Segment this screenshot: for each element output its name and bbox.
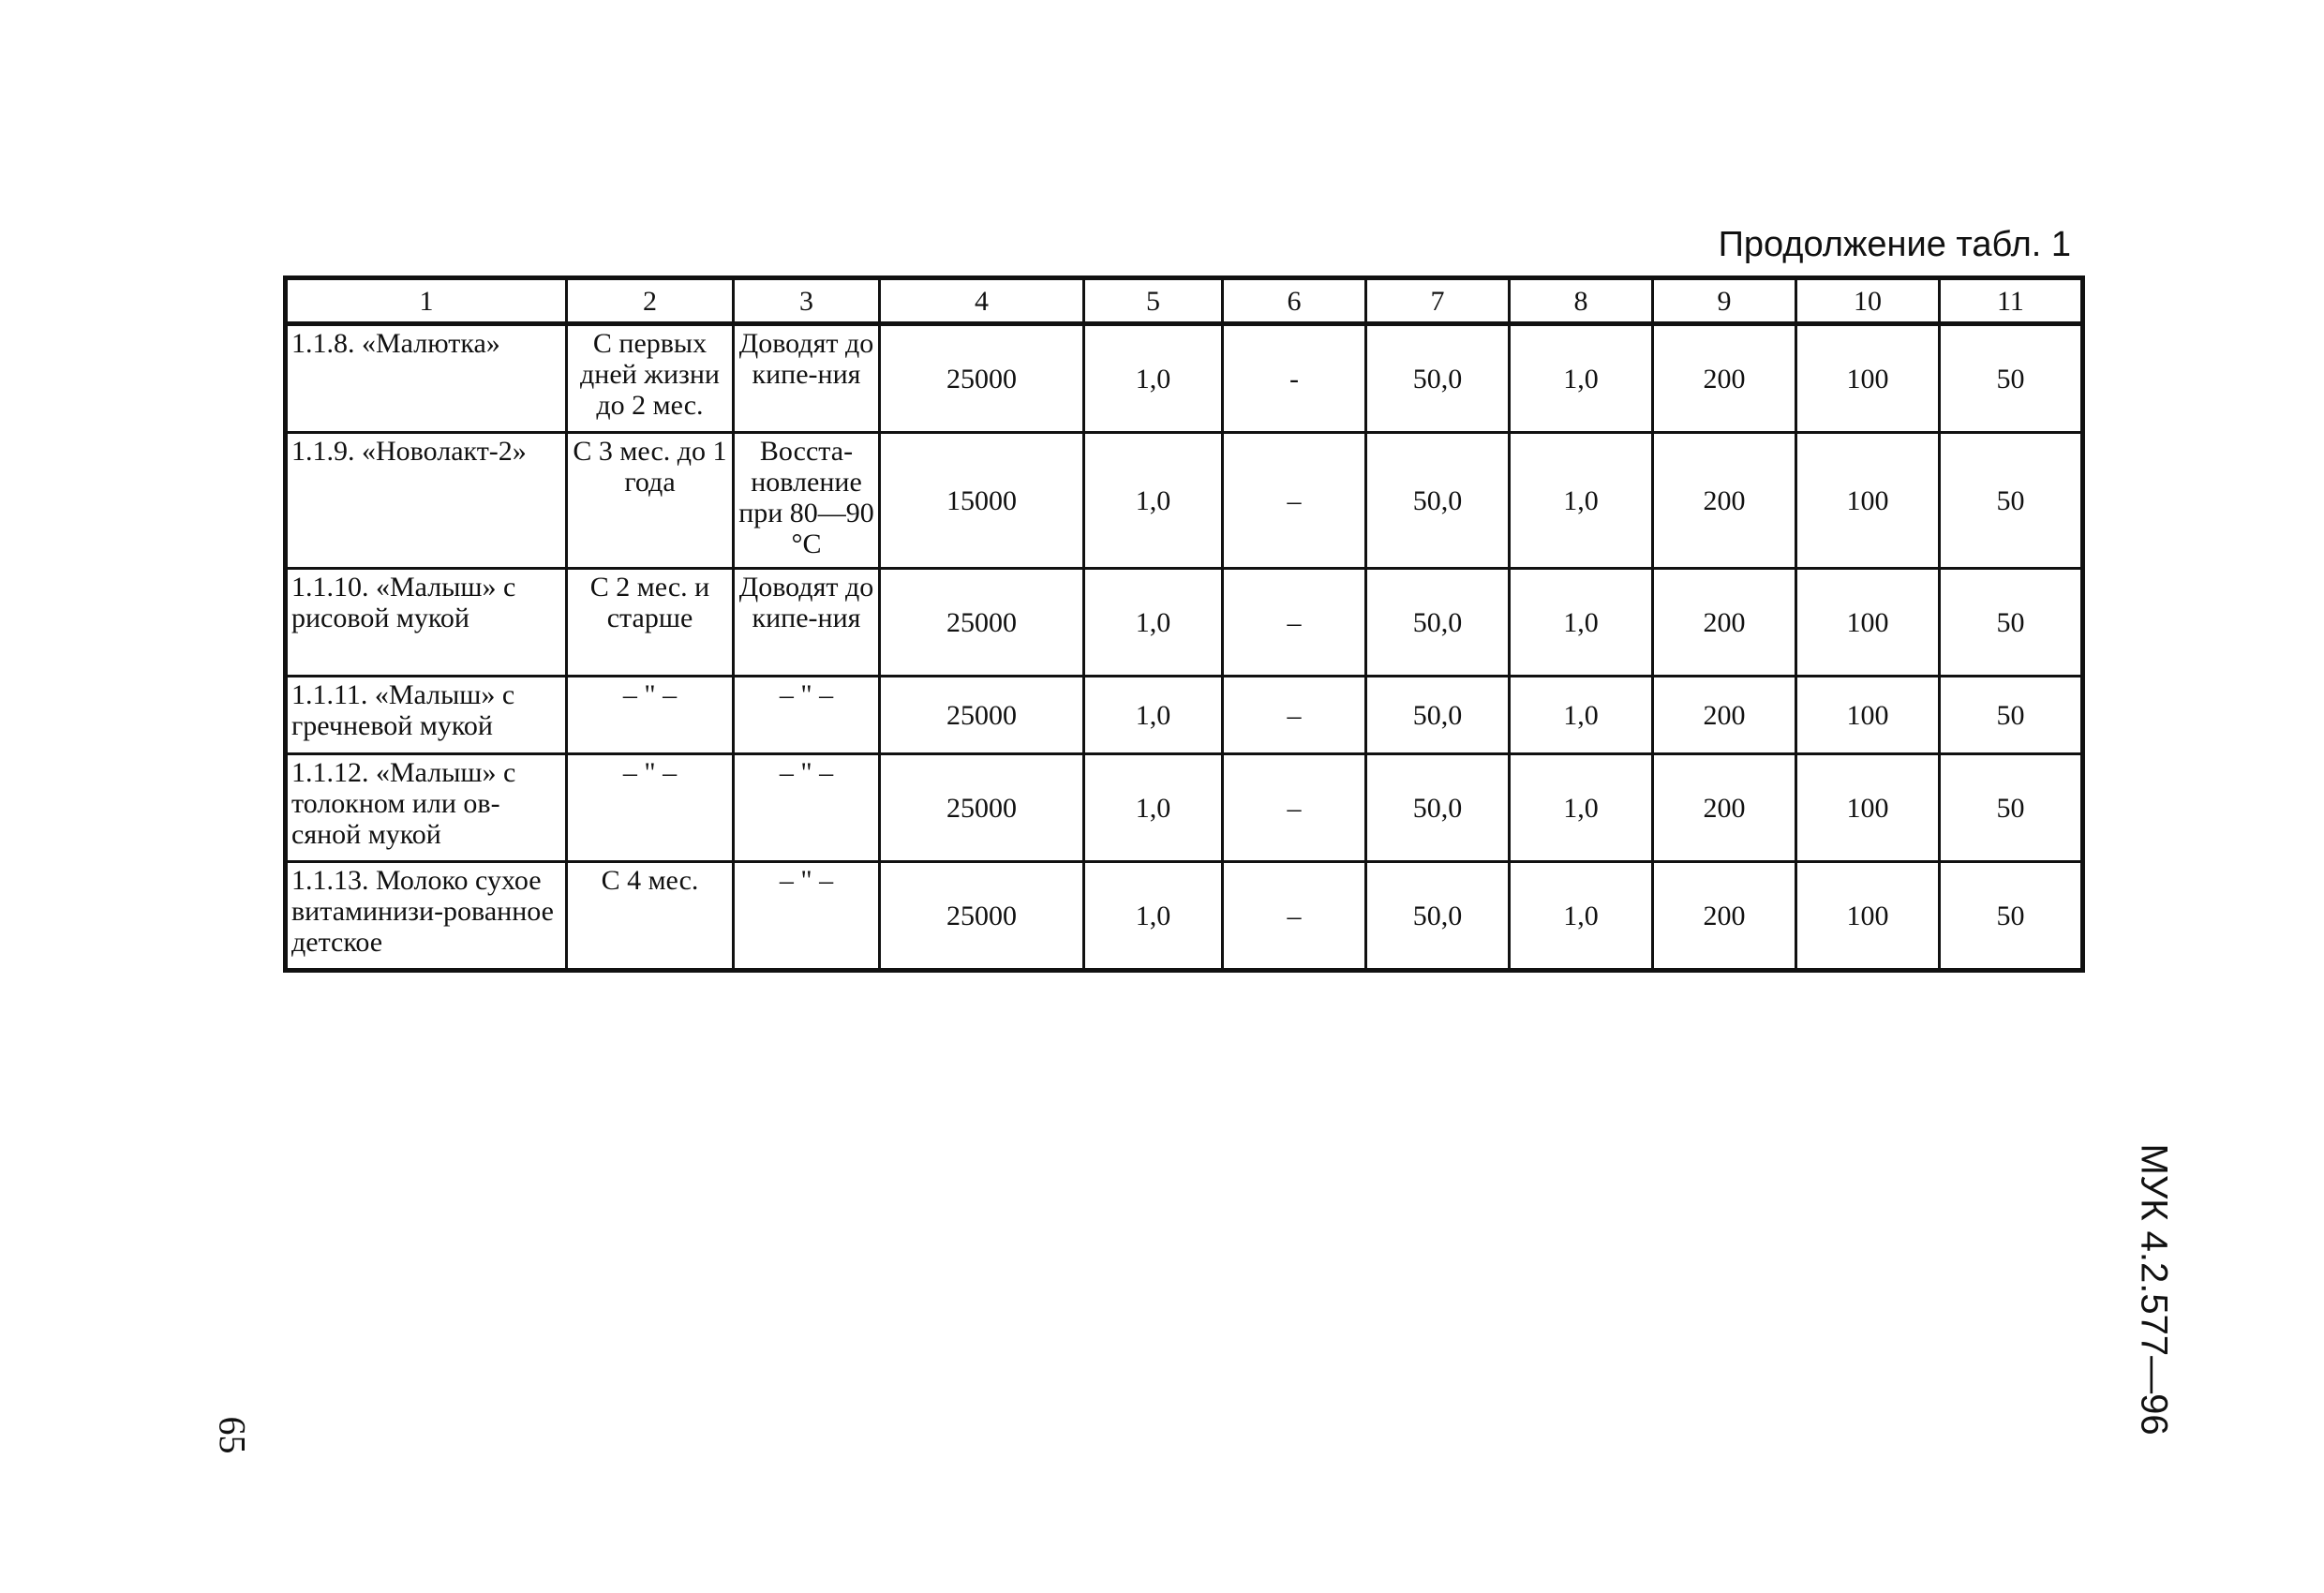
- table-cell: 25000: [880, 569, 1084, 677]
- table-row: [286, 433, 2083, 569]
- column-header: 1: [286, 278, 567, 324]
- table-cell: 25000: [880, 862, 1084, 971]
- table-cell: 50,0: [1366, 569, 1510, 677]
- table-cell: 1.1.11. «Малыш» с гречневой мукой: [286, 677, 567, 754]
- table-cell: 200: [1653, 569, 1796, 677]
- table-row: [286, 677, 2083, 754]
- page-number: 65: [211, 1416, 254, 1454]
- table-cell: 50: [1940, 324, 2083, 433]
- table-cell: –: [1223, 433, 1366, 569]
- table-cell: 200: [1653, 324, 1796, 433]
- column-header: 2: [567, 278, 734, 324]
- table-cell: 50,0: [1366, 433, 1510, 569]
- table-cell: 1.1.9. «Новолакт-2»: [286, 433, 567, 569]
- table-cell: -: [1223, 324, 1366, 433]
- table-cell: 1.1.12. «Малыш» с толокном или ов-сяной мукой: [286, 754, 567, 862]
- table-caption: Продолжение табл. 1: [1718, 225, 2071, 264]
- table-cell: 50: [1940, 569, 2083, 677]
- table-cell: 100: [1796, 324, 1940, 433]
- table-cell: 1,0: [1084, 862, 1223, 971]
- table-cell: С первых дней жизни до 2 мес.: [567, 324, 734, 433]
- table-cell: –: [1223, 862, 1366, 971]
- column-header: 10: [1796, 278, 1940, 324]
- table-cell: 100: [1796, 862, 1940, 971]
- column-header: 11: [1940, 278, 2083, 324]
- table-cell: 1,0: [1084, 324, 1223, 433]
- table-cell: 1,0: [1084, 433, 1223, 569]
- table-row: [286, 324, 2083, 433]
- table-cell: 50: [1940, 433, 2083, 569]
- table-cell: 50: [1940, 754, 2083, 862]
- table-cell: 1.1.10. «Малыш» с рисовой мукой: [286, 569, 567, 677]
- table-cell: 200: [1653, 433, 1796, 569]
- table-cell: 1,0: [1510, 433, 1653, 569]
- table-cell: 1,0: [1084, 569, 1223, 677]
- table-row: [286, 754, 2083, 862]
- column-header: 9: [1653, 278, 1796, 324]
- table-cell: 200: [1653, 677, 1796, 754]
- table-cell: 50,0: [1366, 754, 1510, 862]
- table-cell: 1.1.13. Молоко сухое витаминизи-рованное детское: [286, 862, 567, 971]
- table-cell: Восста-новление при 80—90 °С: [734, 433, 880, 569]
- table-cell: 1,0: [1510, 862, 1653, 971]
- column-header: 6: [1223, 278, 1366, 324]
- column-header: 8: [1510, 278, 1653, 324]
- table-cell: 1,0: [1084, 677, 1223, 754]
- table-cell: 100: [1796, 433, 1940, 569]
- table-cell: Доводят до кипе-ния: [734, 569, 880, 677]
- table-cell: 50,0: [1366, 677, 1510, 754]
- table-cell: 200: [1653, 754, 1796, 862]
- table-cell: 15000: [880, 433, 1084, 569]
- table-cell: 1,0: [1510, 324, 1653, 433]
- table-cell: 1,0: [1084, 754, 1223, 862]
- table-cell: С 4 мес.: [567, 862, 734, 971]
- table-cell: –: [1223, 569, 1366, 677]
- table-cell: 25000: [880, 324, 1084, 433]
- table-cell: 1,0: [1510, 754, 1653, 862]
- table-cell: – " –: [734, 677, 880, 754]
- table-cell: – " –: [734, 754, 880, 862]
- table-cell: –: [1223, 677, 1366, 754]
- table-row: [286, 569, 2083, 677]
- column-header: 4: [880, 278, 1084, 324]
- table-cell: 1,0: [1510, 569, 1653, 677]
- table-cell: 1,0: [1510, 677, 1653, 754]
- table-cell: 50: [1940, 862, 2083, 971]
- table-cell: – " –: [734, 862, 880, 971]
- header-row: [286, 278, 2083, 324]
- table-cell: С 3 мес. до 1 года: [567, 433, 734, 569]
- table-cell: 50,0: [1366, 862, 1510, 971]
- data-table: [283, 275, 2085, 973]
- table-cell: 50: [1940, 677, 2083, 754]
- document-code: МУК 4.2.577—96: [2133, 1143, 2175, 1436]
- table-cell: 100: [1796, 677, 1940, 754]
- table-row: [286, 862, 2083, 971]
- table-cell: –: [1223, 754, 1366, 862]
- table-cell: 1.1.8. «Малютка»: [286, 324, 567, 433]
- table-cell: 25000: [880, 754, 1084, 862]
- column-header: 3: [734, 278, 880, 324]
- table-cell: – " –: [567, 754, 734, 862]
- table-cell: 50,0: [1366, 324, 1510, 433]
- table-cell: С 2 мес. и старше: [567, 569, 734, 677]
- table-cell: 25000: [880, 677, 1084, 754]
- table-cell: 100: [1796, 569, 1940, 677]
- table-cell: Доводят до кипе-ния: [734, 324, 880, 433]
- column-header: 7: [1366, 278, 1510, 324]
- table-cell: – " –: [567, 677, 734, 754]
- column-header: 5: [1084, 278, 1223, 324]
- table-cell: 200: [1653, 862, 1796, 971]
- table-cell: 100: [1796, 754, 1940, 862]
